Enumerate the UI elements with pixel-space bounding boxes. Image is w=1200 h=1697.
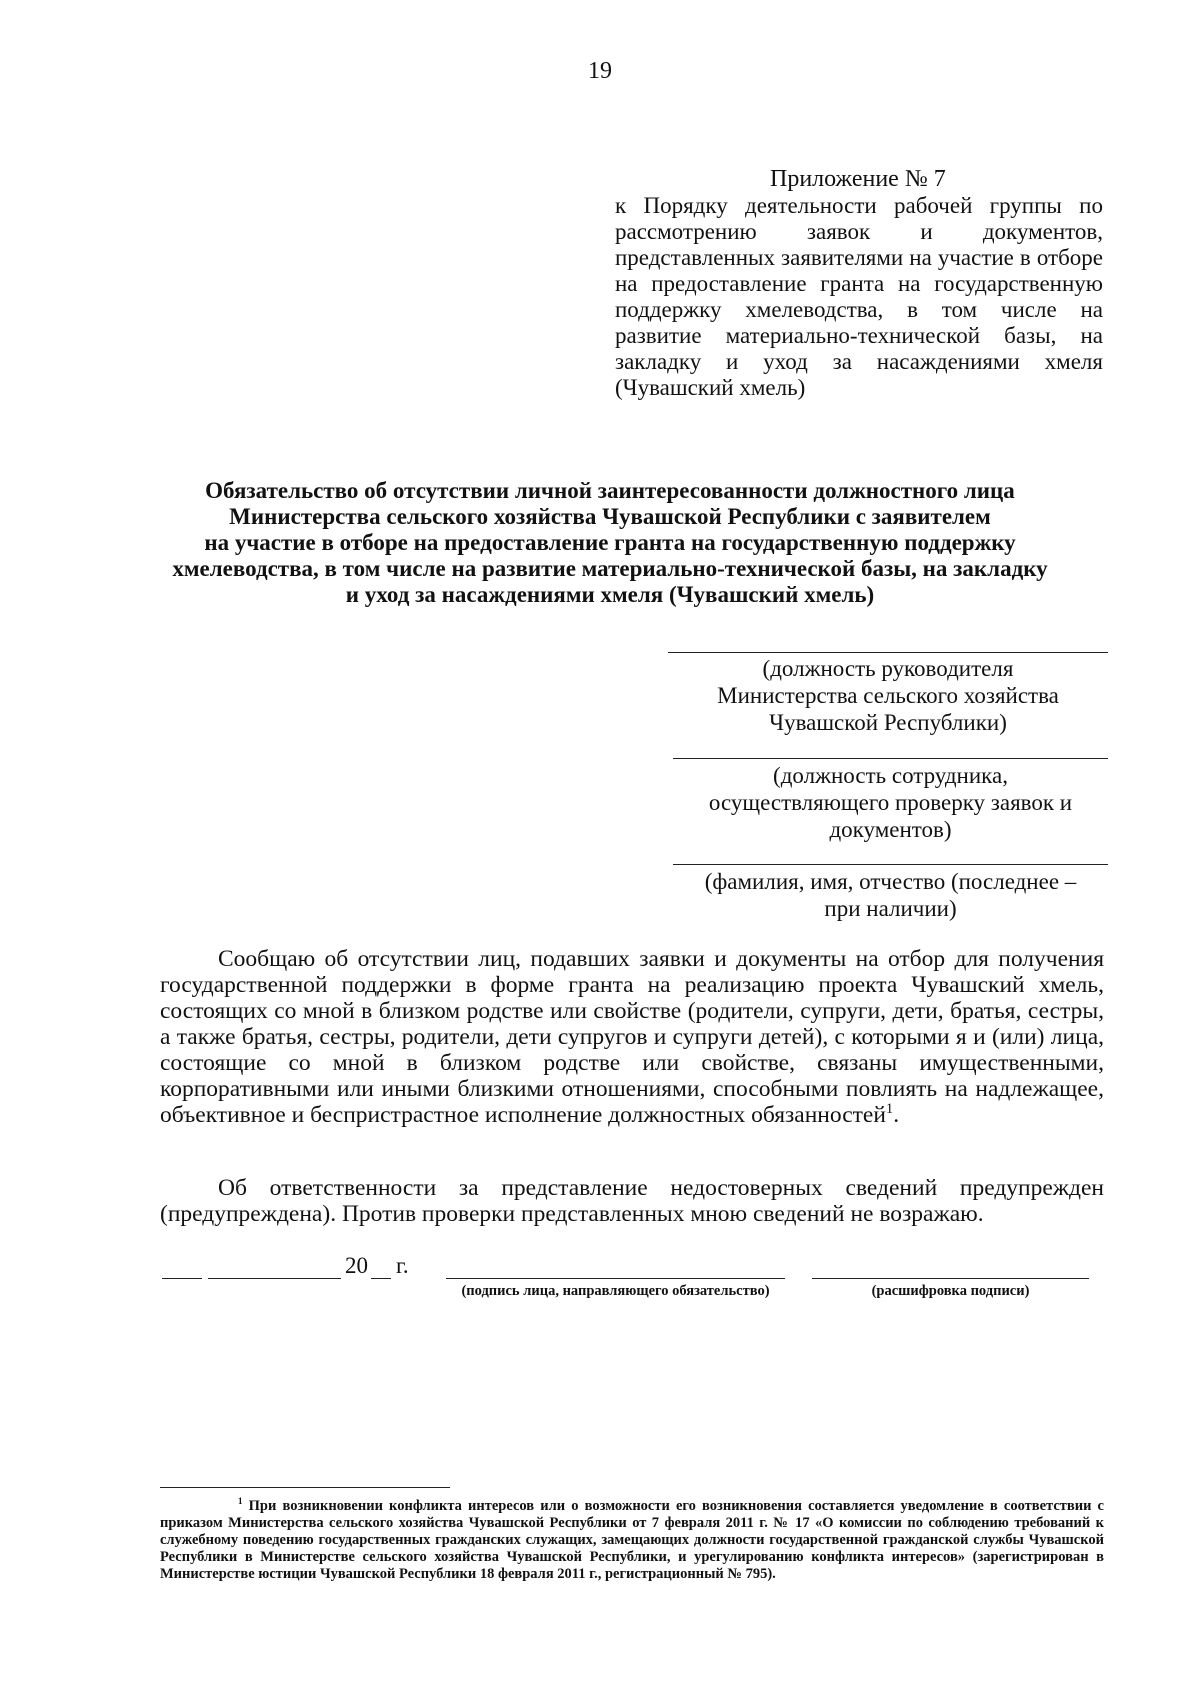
year-blank[interactable] <box>371 1278 391 1279</box>
head-position-caption: (должность руководителя Министерства сельского хозяйства Чувашской Республики) <box>717 656 1059 735</box>
heading-line: и уход за насаждениями хмеля (Чувашский хмель) <box>345 582 875 607</box>
year-prefix: 20 <box>345 1253 368 1278</box>
responsibility-paragraph: Об ответственности за представление недостоверных сведений предупрежден (предупреждена). Против проверки представленных мною сведений не возражаю. <box>160 1175 1104 1227</box>
full-name-caption: (фамилия, имя, отчество (последнее – при наличии) <box>704 869 1077 921</box>
head-position-line[interactable] <box>668 652 1108 653</box>
signature-caption: (подпись лица, направляющего обязательство) <box>461 1283 770 1299</box>
page-number: 19 <box>588 58 612 84</box>
footnote-separator <box>160 1487 450 1488</box>
month-blank[interactable] <box>208 1278 341 1279</box>
employee-position-caption: (должность сотрудника, осуществляющего проверку заявок и документов) <box>708 763 1073 842</box>
footnote-mark: 1 <box>238 1496 243 1507</box>
appendix-text: к Порядку деятельности рабочей группы по рассмотрению заявок и документов, представленных заявителями на участие в отборе на предоставление гранта на государственную поддержку хмелеводства, в том числе на развитие материально-технической базы, на закладку и уход за насаждениями хмеля (Чувашский хмель) <box>615 193 1103 400</box>
year-suffix: г. <box>396 1253 409 1278</box>
document-heading <box>140 478 1080 608</box>
signature-decode-caption: (расшифровка подписи) <box>871 1283 1030 1299</box>
footnote: $^1$ При возникновении конфликта интересов или о возможности его возникновения составляется уведомление в соответствии с приказом Министерства сельского хозяйства Чувашской Республики от 7 февраля 2011 г. № 17 «О комиссии по соблюдению требований к служебному поведению государственных гражданских служащих, замещающих должности государственной гражданской службы Чувашской Республики в Министерстве сельского хозяйства Чувашской Республики, и урегулированию конфликта интересов» (зарегистрирован в Министерстве юстиции Чувашской Республики 18 февраля 2011 г., регистрационный № 795). <box>160 1496 1104 1582</box>
employee-position-line[interactable] <box>673 758 1108 759</box>
appendix-title: Приложение № 7 <box>770 166 946 192</box>
footnote-reference[interactable]: 1 <box>885 1101 894 1118</box>
signature-decode-line[interactable] <box>812 1278 1089 1279</box>
heading-line: Обязательство об отсутствии личной заинтересованности должностного лица <box>205 478 1015 503</box>
heading-line: на участие в отборе на предоставление гранта на государственную поддержку <box>204 530 1016 555</box>
day-blank[interactable] <box>162 1278 202 1279</box>
full-name-line[interactable] <box>673 864 1108 865</box>
heading-line: хмелеводства, в том числе на развитие материально-технической базы, на закладку <box>172 556 1048 581</box>
statement-paragraph: Сообщаю об отсутствии лиц, подавших заявки и документы на отбор для получения государственной поддержки в форме гранта на реализацию проекта Чувашский хмель, состоящих со мной в близком родстве или свойстве (родители, супруги, дети, братья, сестры, а также братья, сестры, родители, дети супругов и супруги детей), с которыми я и (или) лица, состоящие со мной в близком родстве или свойстве, связаны имущественными, корпоративными или иными близкими отношениями, способными повлиять на надлежащее, объективное и беспристрастное исполнение должностных обязанностей$^1$. <box>160 946 1104 1128</box>
heading-line: Министерства сельского хозяйства Чувашской Республики с заявителем <box>229 504 991 529</box>
signature-line[interactable] <box>446 1278 785 1279</box>
